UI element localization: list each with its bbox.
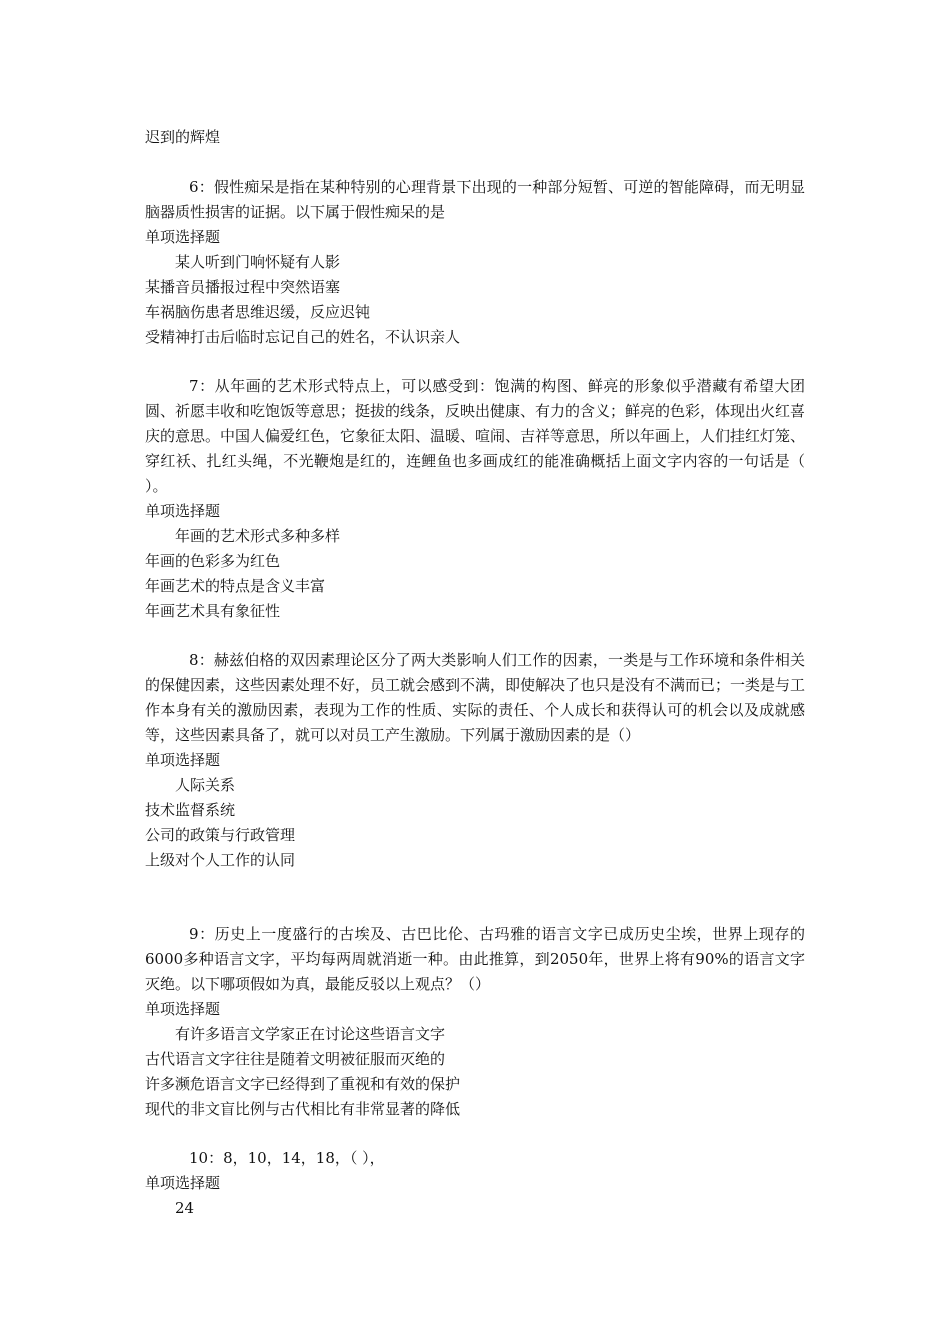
question-type: 单项选择题: [145, 1000, 221, 1018]
question-stem: 10：8，10，14，18，（ ），: [189, 1149, 385, 1167]
continuation-text: [145, 125, 805, 150]
question-7: [145, 374, 805, 624]
option-b: 年画的色彩多为红色: [145, 552, 281, 570]
question-stem: 8：赫兹伯格的双因素理论区分了两大类影响人们工作的因素，一类是与工作环境和条件相关的保健因素，这些因素处理不好，员工就会感到不满，即使解决了也只是没有不满而已；一类是与工作本身有关的激励因素，表现为工作的性质、实际的责任、个人成长和获得认可的机会以及成就感等，这些因素具备了，就可以对员工产生激励。下列属于激励因素的是（）: [145, 651, 806, 744]
option-c: 公司的政策与行政管理: [145, 826, 296, 844]
question-9: [145, 922, 805, 1122]
option-a: 人际关系: [175, 776, 236, 794]
option-a: 有许多语言文学家正在讨论这些语言文字: [175, 1025, 446, 1043]
question-type: 单项选择题: [145, 1174, 221, 1192]
option-a: 年画的艺术形式多种多样: [175, 527, 341, 545]
continuation-line: 迟到的辉煌: [145, 128, 221, 146]
option-d: 受精神打击后临时忘记自己的姓名，不认识亲人: [145, 328, 461, 346]
question-stem: 6：假性痴呆是指在某种特别的心理背景下出现的一种部分短暂、可逆的智能障碍，而无明显脑器质性损害的证据。以下属于假性痴呆的是: [145, 178, 805, 221]
option-b: 古代语言文字往往是随着文明被征服而灭绝的: [145, 1050, 446, 1068]
question-stem: 7：从年画的艺术形式特点上，可以感受到：饱满的构图、鲜亮的形象似乎潜藏有希望大团圆、祈愿丰收和吃饱饭等意思；挺拔的线条，反映出健康、有力的含义；鲜亮的色彩，体现出火红喜庆的意思。中国人偏爱红色，它象征太阳、温暖、喧闹、吉祥等意思，所以年画上，人们挂红灯笼、穿红袄、扎红头绳，不光鞭炮是红的，连鲤鱼也多画成红的能准确概括上面文字内容的一句话是（ ）。: [145, 377, 806, 495]
question-type: 单项选择题: [145, 751, 221, 769]
option-d: 年画艺术具有象征性: [145, 602, 281, 620]
option-c: 车祸脑伤患者思维迟缓，反应迟钝: [145, 303, 371, 321]
question-stem: 9：历史上一度盛行的古埃及、古巴比伦、古玛雅的语言文字已成历史尘埃，世界上现存的6000多种语言文字，平均每两周就消逝一种。由此推算，到2050年，世界上将有90%的语言文字灭绝。以下哪项假如为真，最能反驳以上观点？（）: [145, 925, 805, 993]
option-c: 许多濒危语言文字已经得到了重视和有效的保护: [145, 1075, 461, 1093]
question-type: 单项选择题: [145, 502, 221, 520]
option-c: 年画艺术的特点是含义丰富: [145, 577, 326, 595]
option-d: 现代的非文盲比例与古代相比有非常显著的降低: [145, 1100, 461, 1118]
question-6: [145, 175, 805, 350]
question-8: [145, 648, 805, 873]
option-d: 上级对个人工作的认同: [145, 851, 296, 869]
option-a: 某人听到门响怀疑有人影: [175, 253, 341, 271]
option-b: 某播音员播报过程中突然语塞: [145, 278, 341, 296]
option-a: 24: [175, 1199, 195, 1217]
option-b: 技术监督系统: [145, 801, 236, 819]
question-10: [145, 1146, 805, 1221]
question-type: 单项选择题: [145, 228, 221, 246]
